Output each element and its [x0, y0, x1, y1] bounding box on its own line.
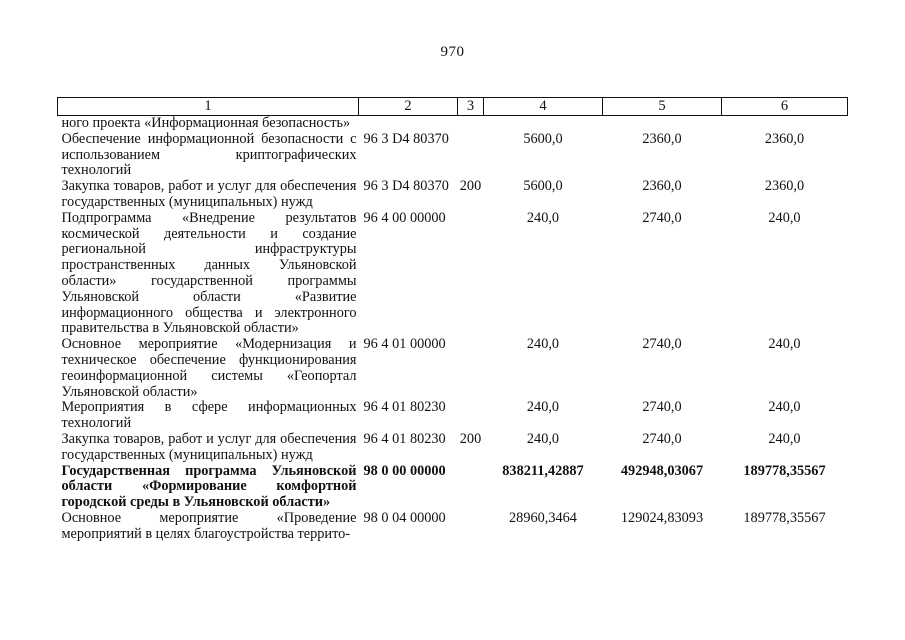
row-value-col6: 240,0 [768, 399, 801, 416]
row-value-col5 [603, 116, 722, 132]
row-expense-type [458, 132, 484, 179]
column-header: 3 [458, 98, 484, 116]
row-name: ного проекта «Информационная безопасность» [61, 115, 351, 131]
row-value-col4: 240,0 [526, 430, 560, 447]
row-code [359, 116, 458, 132]
column-header: 5 [603, 98, 722, 116]
row-code: 98 0 04 00000 [363, 509, 446, 526]
row-value-col6: 2360,0 [764, 130, 805, 147]
row-name: Государственная программа Ульяновской области «Формирование комфортной городской среды в Ульяновской области» [61, 462, 357, 511]
row-value-col6: 240,0 [768, 209, 801, 226]
row-code: 96 3 D4 80370 [363, 178, 449, 195]
row-value-col6: 240,0 [768, 336, 801, 353]
row-name: Подпрограмма «Внедрение результатов космической деятельности и создание региональной инфраструктуры пространственных данных Ульяновской области» государственной программы Ульяновской области «Развитие информационного общества и электронного правительства в Ульяновской области» [61, 209, 357, 337]
row-value-col4: 28960,3464 [509, 509, 577, 526]
table-row [58, 211, 848, 337]
row-value-col5: 129024,83093 [620, 509, 704, 526]
table-row [58, 132, 848, 179]
row-name: Мероприятия в сфере информационных технологий [61, 399, 357, 432]
table-row [58, 116, 848, 132]
row-value-col5: 2360,0 [642, 178, 682, 195]
column-header: 6 [722, 98, 848, 116]
page-number: 970 [440, 44, 465, 60]
row-code: 96 4 01 00000 [363, 336, 446, 353]
row-name: Основное мероприятие «Модернизация и техническое обеспечение функционирования геоинформационной системы «Геопортал Ульяновской области» [61, 336, 357, 400]
row-value-col6: 189778,35567 [743, 509, 826, 526]
row-value-col5: 2360,0 [642, 130, 682, 147]
row-code: 96 4 00 00000 [363, 209, 446, 226]
row-value-col6: 189778,35567 [743, 462, 826, 479]
row-value-col5: 2740,0 [642, 336, 682, 353]
row-value-col4: 240,0 [526, 399, 560, 416]
row-name: Закупка товаров, работ и услуг для обеспечения государственных (муниципальных) нужд [61, 178, 357, 210]
row-value-col5: 2740,0 [642, 209, 682, 226]
table-row [58, 179, 848, 211]
row-expense-type: 200 [459, 430, 482, 447]
row-code: 96 3 D4 80370 [363, 130, 449, 147]
row-name: Обеспечение информационной безопасности с использованием криптографических технологий [61, 130, 357, 179]
column-header: 2 [359, 98, 458, 116]
row-value-col4: 5600,0 [523, 130, 563, 147]
row-value-col6: 2360,0 [764, 178, 805, 195]
table-row [58, 464, 848, 511]
row-value-col5: 2740,0 [642, 399, 682, 416]
table-header-row [58, 98, 848, 116]
row-value-col4: 240,0 [526, 336, 560, 353]
row-value-col4 [484, 116, 603, 132]
table-row [58, 400, 848, 432]
row-value-col5: 492948,03067 [620, 462, 704, 479]
row-name: Основное мероприятие «Проведение мероприятий в целях благоустройства террито- [61, 509, 357, 542]
column-header: 4 [484, 98, 603, 116]
row-code: 98 0 00 00000 [363, 462, 446, 479]
row-expense-type [458, 211, 484, 337]
row-value-col6: 240,0 [768, 430, 801, 447]
row-value-col4: 240,0 [526, 209, 560, 226]
table-row [58, 432, 848, 464]
row-name: Закупка товаров, работ и услуг для обеспечения государственных (муниципальных) нужд [61, 430, 357, 463]
row-expense-type [458, 400, 484, 432]
row-expense-type [458, 511, 484, 543]
row-value-col4: 5600,0 [523, 178, 563, 195]
row-expense-type [458, 464, 484, 511]
row-expense-type: 200 [459, 178, 482, 195]
table-row [58, 337, 848, 400]
row-value-col6 [722, 116, 848, 132]
row-expense-type [458, 116, 484, 132]
row-value-col5: 2740,0 [642, 430, 682, 447]
budget-table [57, 97, 848, 543]
row-expense-type [458, 337, 484, 400]
table-row [58, 511, 848, 543]
row-value-col4: 838211,42887 [502, 462, 584, 479]
row-code: 96 4 01 80230 [363, 399, 446, 416]
row-code: 96 4 01 80230 [363, 430, 446, 447]
column-header: 1 [58, 98, 359, 116]
